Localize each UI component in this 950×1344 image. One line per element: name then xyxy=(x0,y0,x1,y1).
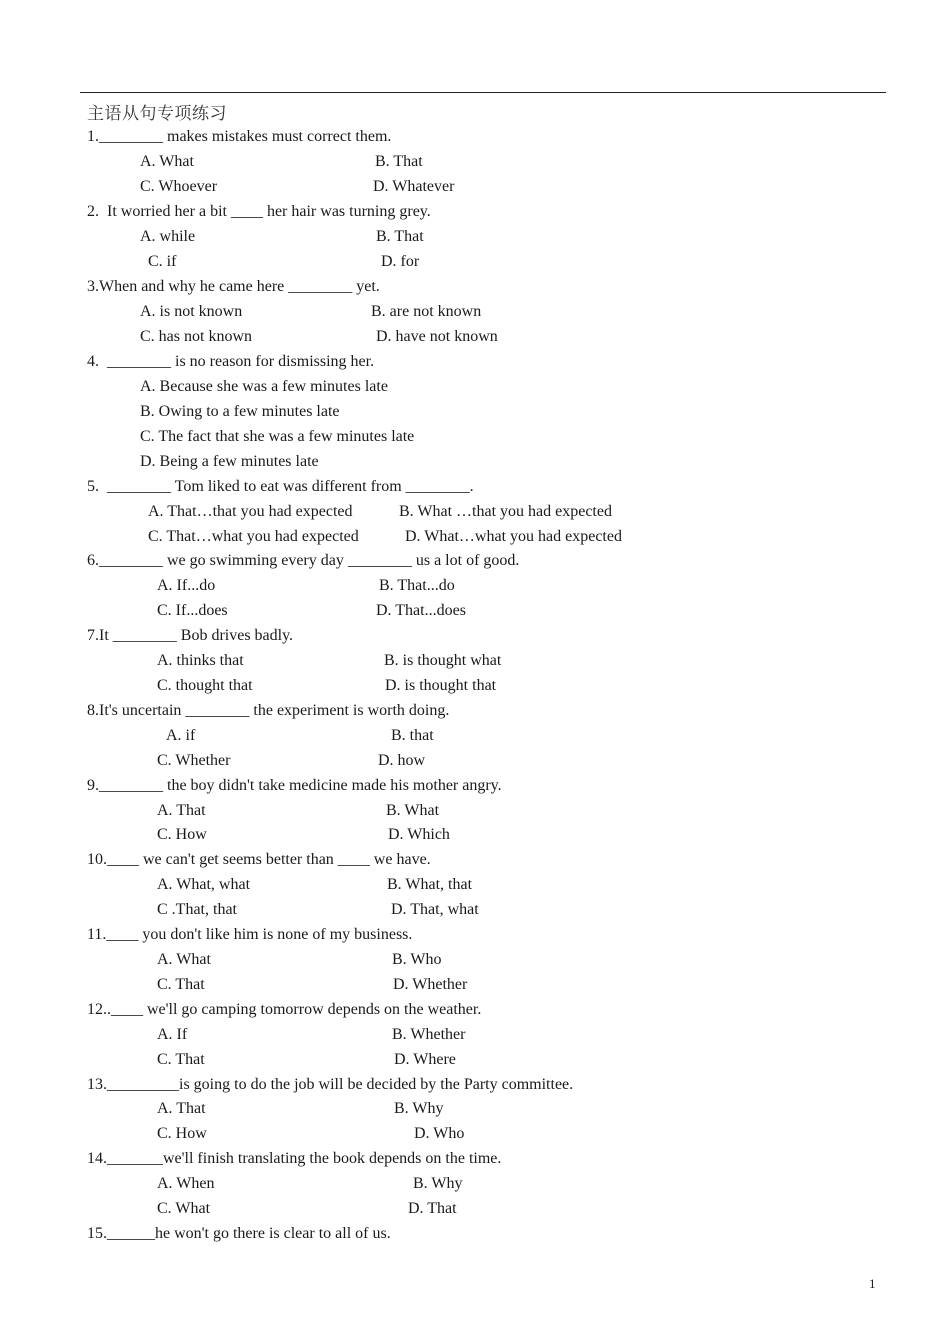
question-4-option-a: A. Because she was a few minutes late xyxy=(140,378,388,395)
question-8-stem: 8.It's uncertain ________ the experiment is worth doing. xyxy=(87,702,450,719)
question-8-option-b: B. that xyxy=(391,727,434,744)
question-3-stem: 3.When and why he came here ________ yet. xyxy=(87,278,380,295)
question-1-option-c: C. Whoever xyxy=(140,178,218,195)
question-7-option-a: A. thinks that xyxy=(157,652,244,669)
question-4-option-c: C. The fact that she was a few minutes late xyxy=(140,428,415,445)
question-14-option-a: A. When xyxy=(157,1175,215,1192)
question-4-option-d: D. Being a few minutes late xyxy=(140,453,319,470)
question-11-stem: 11.____ you don't like him is none of my business. xyxy=(87,926,413,943)
question-12-option-c: C. That xyxy=(157,1051,205,1068)
question-2-option-a: A. while xyxy=(140,228,196,245)
question-10-option-b: B. What, that xyxy=(387,876,473,893)
question-13-option-d: D. Who xyxy=(414,1125,465,1142)
question-7-stem: 7.It ________ Bob drives badly. xyxy=(87,627,294,644)
question-9-stem: 9.________ the boy didn't take medicine made his mother angry. xyxy=(87,777,502,794)
question-14-option-b: B. Why xyxy=(413,1175,463,1192)
question-3-option-a: A. is not known xyxy=(140,303,243,320)
question-11-option-d: D. Whether xyxy=(393,976,468,993)
question-2-stem: 2. It worried her a bit ____ her hair was turning grey. xyxy=(87,203,431,220)
question-3-option-b: B. are not known xyxy=(371,303,482,320)
question-4-stem: 4. ________ is no reason for dismissing her. xyxy=(87,353,375,370)
question-5-option-b: B. What …that you had expected xyxy=(399,503,612,520)
question-1-option-b: B. That xyxy=(375,153,423,170)
question-6-stem: 6.________ we go swimming every day ________ us a lot of good. xyxy=(87,552,520,569)
question-10-option-d: D. That, what xyxy=(391,901,479,918)
question-15-stem: 15.______he won't go there is clear to all of us. xyxy=(87,1225,391,1242)
question-12-option-a: A. If xyxy=(157,1026,188,1043)
question-11-option-a: A. What xyxy=(157,951,211,968)
question-1-option-a: A. What xyxy=(140,153,194,170)
question-11-option-b: B. Who xyxy=(392,951,442,968)
question-13-option-a: A. That xyxy=(157,1100,206,1117)
question-9-option-c: C. How xyxy=(157,826,207,843)
question-9-option-d: D. Which xyxy=(388,826,450,843)
question-6-option-b: B. That...do xyxy=(379,577,455,594)
question-7-option-d: D. is thought that xyxy=(385,677,497,694)
question-4-option-b: B. Owing to a few minutes late xyxy=(140,403,340,420)
question-5-option-d: D. What…what you had expected xyxy=(405,528,622,545)
question-1-option-d: D. Whatever xyxy=(373,178,455,195)
question-11-option-c: C. That xyxy=(157,976,205,993)
question-3-option-d: D. have not known xyxy=(376,328,498,345)
question-8-option-a: A. if xyxy=(166,727,196,744)
question-5-option-a: A. That…that you had expected xyxy=(148,503,353,520)
question-6-option-a: A. If...do xyxy=(157,577,216,594)
page-number: 1 xyxy=(869,1276,876,1291)
question-9-option-a: A. That xyxy=(157,802,206,819)
question-9-option-b: B. What xyxy=(386,802,440,819)
question-12-option-b: B. Whether xyxy=(392,1026,466,1043)
question-8-option-c: C. Whether xyxy=(157,752,231,769)
question-8-option-d: D. how xyxy=(378,752,426,769)
question-10-option-c: C .That, that xyxy=(157,901,237,918)
question-1-stem: 1.________ makes mistakes must correct them. xyxy=(87,128,392,145)
question-10-stem: 10.____ we can't get seems better than ____ we have. xyxy=(87,851,431,868)
question-13-option-b: B. Why xyxy=(394,1100,444,1117)
question-13-stem: 13._________is going to do the job will be decided by the Party committee. xyxy=(87,1076,574,1093)
question-2-option-b: B. That xyxy=(376,228,424,245)
question-14-option-c: C. What xyxy=(157,1200,211,1217)
question-3-option-c: C. has not known xyxy=(140,328,252,345)
header-rule xyxy=(80,92,886,93)
question-7-option-b: B. is thought what xyxy=(384,652,502,669)
question-10-option-a: A. What, what xyxy=(157,876,251,893)
question-14-option-d: D. That xyxy=(408,1200,457,1217)
question-12-option-d: D. Where xyxy=(394,1051,456,1068)
question-5-option-c: C. That…what you had expected xyxy=(148,528,359,545)
question-6-option-d: D. That...does xyxy=(376,602,466,619)
question-5-stem: 5. ________ Tom liked to eat was different from ________. xyxy=(87,478,474,495)
question-2-option-c: C. if xyxy=(148,253,177,270)
question-7-option-c: C. thought that xyxy=(157,677,253,694)
question-14-stem: 14._______we'll finish translating the book depends on the time. xyxy=(87,1150,502,1167)
question-6-option-c: C. If...does xyxy=(157,602,228,619)
page-title: 主语从句专项练习 xyxy=(87,104,227,124)
question-12-stem: 12..____ we'll go camping tomorrow depends on the weather. xyxy=(87,1001,482,1018)
question-2-option-d: D. for xyxy=(381,253,420,270)
question-13-option-c: C. How xyxy=(157,1125,207,1142)
